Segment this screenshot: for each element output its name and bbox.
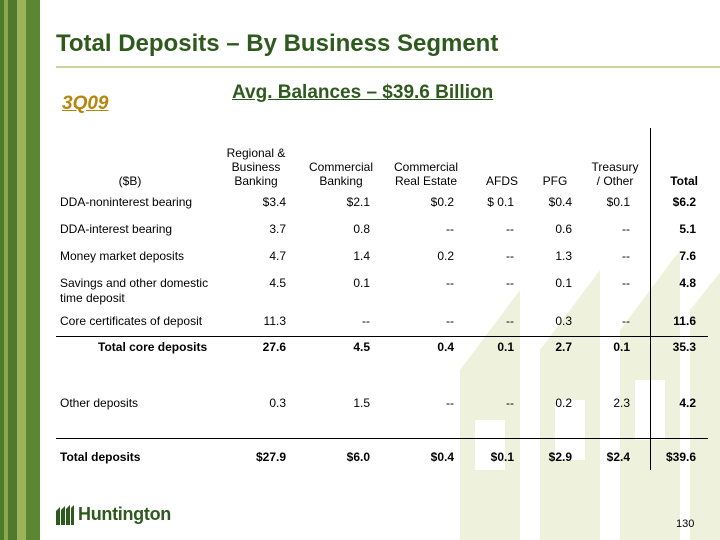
slide-subtitle: Avg. Balances – $39.6 Billion xyxy=(232,82,494,103)
table-cell: -- xyxy=(446,314,454,328)
table-cell: $6.2 xyxy=(672,195,696,209)
table-cell: -- xyxy=(506,249,514,263)
table-cell: 0.2 xyxy=(555,396,572,410)
column-header-line: AFDS xyxy=(485,174,518,188)
unit-label: ($B) xyxy=(118,174,142,188)
table-cell: 2.3 xyxy=(613,396,630,410)
column-header-line: Commercial xyxy=(308,160,373,174)
column-header xyxy=(301,160,381,188)
table-cell: 1.3 xyxy=(555,249,572,263)
table-cell: 5.1 xyxy=(679,222,696,236)
column-header-line: Banking xyxy=(234,174,278,188)
table-cell: 11.3 xyxy=(263,314,286,328)
table-cell: -- xyxy=(506,276,514,290)
row-label: DDA-noninterest bearing xyxy=(60,195,193,209)
table-cell: -- xyxy=(506,314,514,328)
table-cell: 0.3 xyxy=(555,314,572,328)
table-cell: $3.4 xyxy=(262,195,286,209)
column-header-line: Total xyxy=(670,174,698,188)
title-divider xyxy=(56,66,720,68)
table-cell: $2.1 xyxy=(346,195,370,209)
column-header xyxy=(656,174,698,188)
table-cell: 1.5 xyxy=(353,396,370,410)
table-cell: 4.5 xyxy=(269,276,286,290)
total-column-divider xyxy=(650,128,651,470)
company-logo xyxy=(56,504,171,525)
table-cell: 7.6 xyxy=(679,249,696,263)
column-header-line: Business xyxy=(231,160,281,174)
column-header-line: Banking xyxy=(319,174,363,188)
table-cell: 0.1 xyxy=(497,340,514,354)
logo-mark-icon xyxy=(56,505,74,525)
table-cell: $27.9 xyxy=(255,450,286,464)
column-header-line: Regional & xyxy=(226,146,286,160)
column-header xyxy=(530,174,580,188)
table-cell: 11.6 xyxy=(673,314,696,328)
core-deposits-top-rule xyxy=(56,336,708,337)
table-cell: $6.0 xyxy=(346,450,370,464)
column-header xyxy=(472,174,532,188)
period-label: 3Q09 xyxy=(62,93,109,114)
table-cell: 0.3 xyxy=(269,396,286,410)
row-label: Savings and other domestic xyxy=(60,276,209,290)
table-cell: $ 0.1 xyxy=(487,195,514,209)
column-header-line: / Other xyxy=(596,174,634,188)
table-cell: -- xyxy=(622,314,630,328)
row-label: Total deposits xyxy=(60,450,141,464)
table-cell: -- xyxy=(622,249,630,263)
row-label: Total core deposits xyxy=(98,340,208,354)
table-cell: 4.5 xyxy=(353,340,370,354)
table-cell: 4.8 xyxy=(679,276,696,290)
left-stripe-decoration xyxy=(0,0,40,540)
table-cell: -- xyxy=(506,222,514,236)
logo-text: Huntington xyxy=(78,504,171,524)
column-header-line: PFG xyxy=(542,174,568,188)
column-header-line: Commercial xyxy=(393,160,458,174)
table-cell: $2.4 xyxy=(606,450,630,464)
table-cell: -- xyxy=(446,276,454,290)
table-cell: $0.4 xyxy=(430,450,454,464)
slide-title: Total Deposits – By Business Segment xyxy=(56,30,499,57)
table-cell: -- xyxy=(446,396,454,410)
table-cell: 4.2 xyxy=(679,396,696,410)
page-number: 130 xyxy=(676,518,695,530)
column-header xyxy=(216,146,296,188)
table-cell: -- xyxy=(506,396,514,410)
table-cell: 0.4 xyxy=(437,340,454,354)
column-header xyxy=(580,160,650,188)
table-cell: $0.2 xyxy=(430,195,454,209)
table-cell: -- xyxy=(446,222,454,236)
table-cell: 0.1 xyxy=(555,276,572,290)
table-cell: 3.7 xyxy=(269,222,286,236)
table-cell: 0.6 xyxy=(555,222,572,236)
table-cell: 27.6 xyxy=(262,340,286,354)
table-cell: 0.1 xyxy=(613,340,630,354)
table-cell: $0.1 xyxy=(490,450,514,464)
table-cell: 1.4 xyxy=(353,249,370,263)
column-header-line: Treasury xyxy=(591,160,639,174)
table-cell: $2.9 xyxy=(548,450,572,464)
table-cell: -- xyxy=(622,222,630,236)
row-label: Other deposits xyxy=(60,396,139,410)
row-label: Core certificates of deposit xyxy=(60,314,203,328)
table-cell: $39.6 xyxy=(665,450,696,464)
table-cell: 35.3 xyxy=(672,340,696,354)
table-cell: $0.1 xyxy=(606,195,630,209)
building-watermark-icon xyxy=(440,250,720,540)
total-deposits-top-rule xyxy=(56,438,708,439)
table-cell: 2.7 xyxy=(555,340,572,354)
table-cell: 0.8 xyxy=(353,222,370,236)
table-cell: 0.2 xyxy=(437,249,454,263)
column-header-line: Real Estate xyxy=(394,174,458,188)
table-cell: -- xyxy=(362,314,370,328)
table-cell: $0.4 xyxy=(548,195,572,209)
row-label: Money market deposits xyxy=(60,249,185,263)
table-cell: -- xyxy=(622,276,630,290)
table-cell: 0.1 xyxy=(353,276,370,290)
row-label: DDA-interest bearing xyxy=(60,222,173,236)
row-label-continuation: time deposit xyxy=(60,291,125,305)
table-cell: 4.7 xyxy=(269,249,286,263)
column-header xyxy=(386,160,466,188)
